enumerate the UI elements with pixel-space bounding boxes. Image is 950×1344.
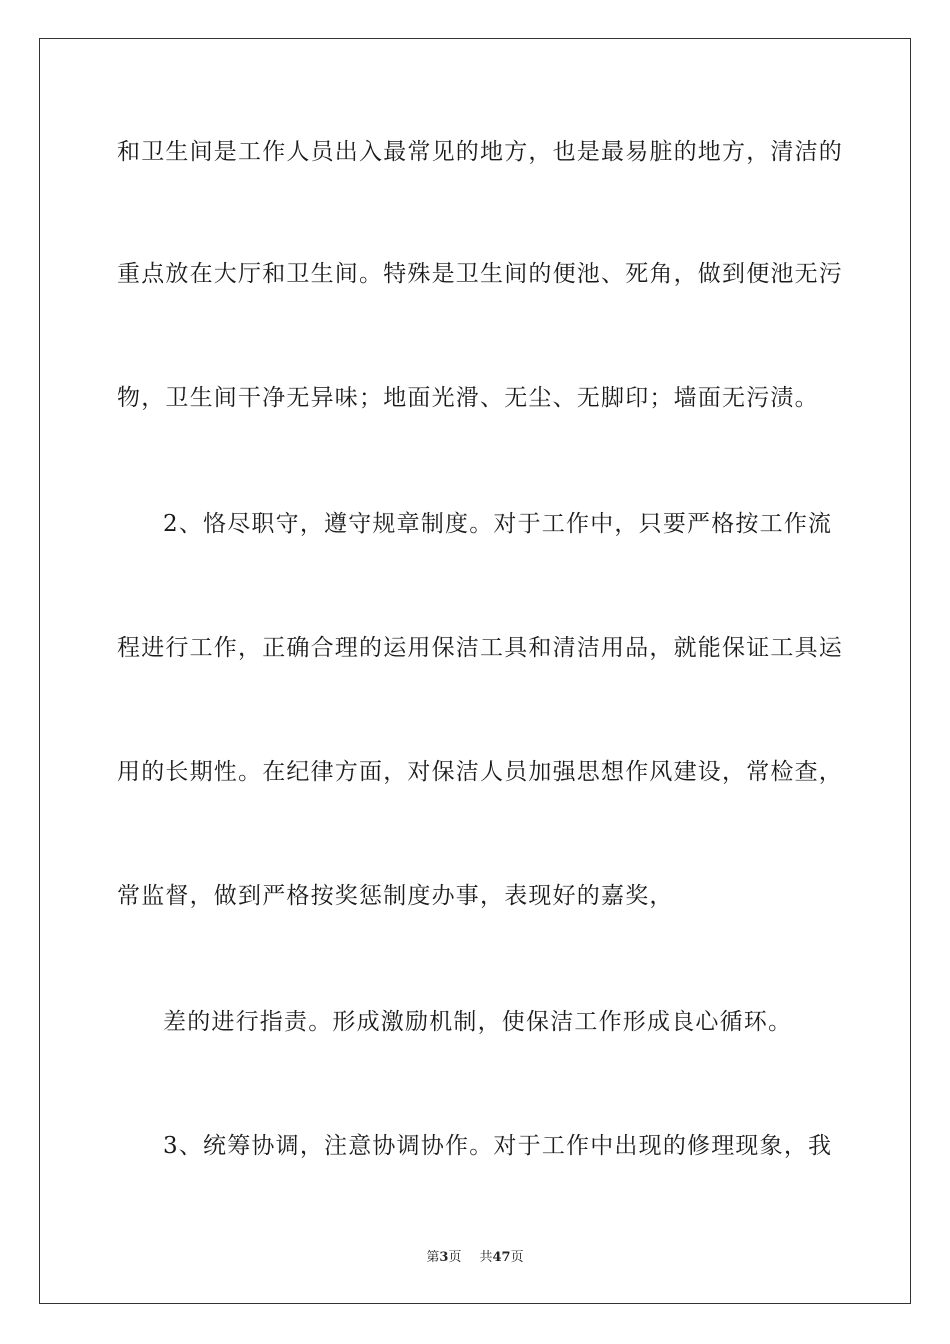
text-line-2: 重点放在大厅和卫生间。特殊是卫生间的便池、死角，做到便池无污 (117, 261, 843, 287)
text-line-8: 差的进行指责。形成激励机制，使保洁工作形成良心循环。 (163, 1009, 793, 1035)
total-prefix: 共 (479, 1250, 493, 1265)
page-border (39, 38, 911, 1304)
text-line-6: 用的长期性。在纪律方面，对保洁人员加强思想作风建设，常检查， (117, 759, 843, 785)
page-prefix: 第 (426, 1250, 440, 1265)
text-line-1: 和卫生间是工作人员出入最常见的地方，也是最易脏的地方，清洁的 (117, 139, 843, 165)
page-footer (0, 1246, 950, 1265)
total-suffix: 页 (510, 1250, 524, 1265)
total-pages: 47 (492, 1250, 511, 1265)
page-number: 3 (439, 1250, 449, 1265)
text-line-7: 常监督，做到严格按奖惩制度办事，表现好的嘉奖， (117, 883, 674, 909)
text-line-9: 3、统筹协调，注意协调协作。对于工作中出现的修理现象，我 (163, 1133, 833, 1159)
text-line-3: 物，卫生间干净无异味；地面光滑、无尘、无脚印；墙面无污渍。 (117, 385, 819, 411)
page-suffix: 页 (448, 1250, 462, 1265)
text-line-4: 2、恪尽职守，遵守规章制度。对于工作中，只要严格按工作流 (163, 511, 833, 537)
text-line-5: 程进行工作，正确合理的运用保洁工具和清洁用品，就能保证工具运 (117, 635, 843, 661)
